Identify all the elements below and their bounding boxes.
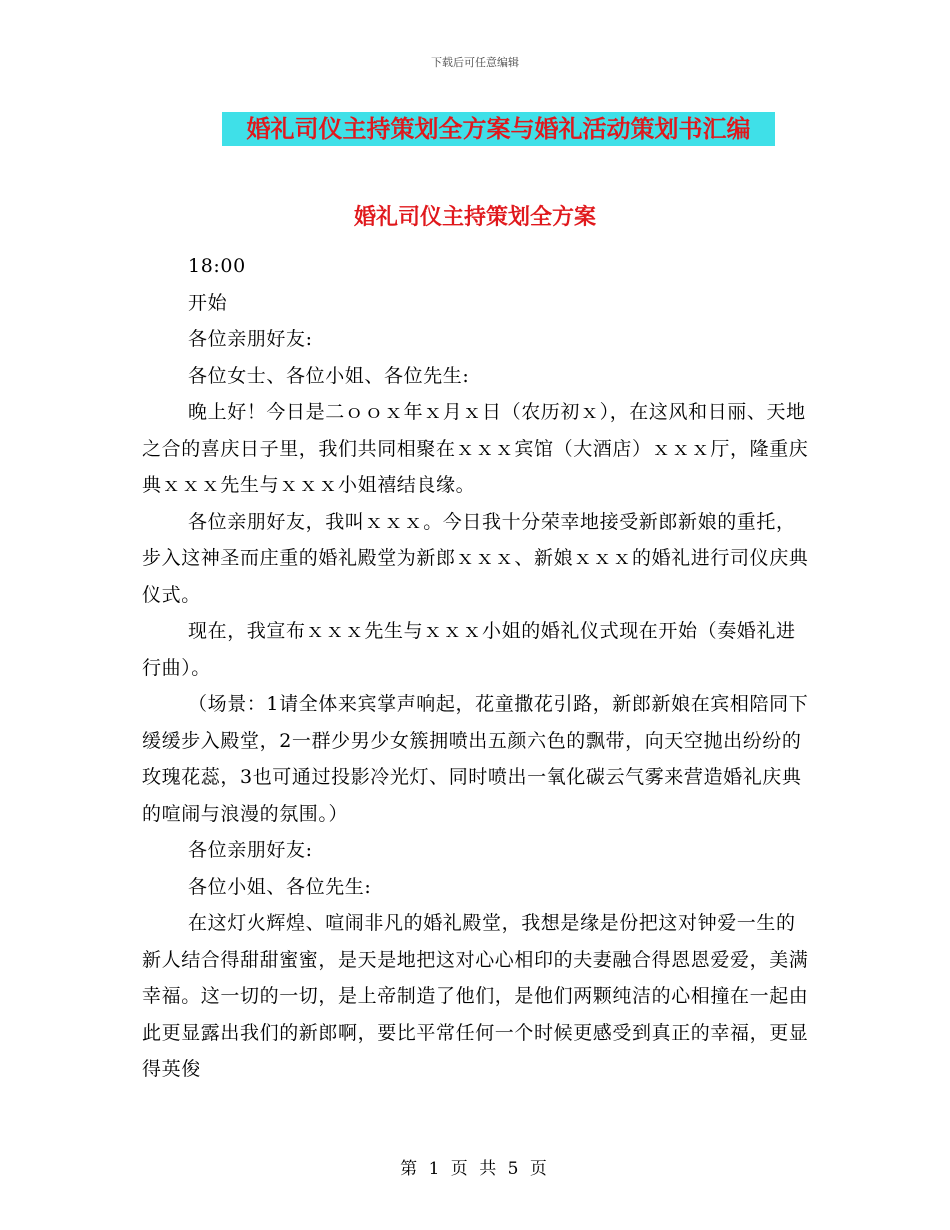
header-note: 下载后可任意编辑 — [431, 56, 519, 69]
document-body — [142, 248, 812, 1088]
paragraph-greeting-guests: 各位女士、各位小姐、各位先生: — [188, 364, 470, 387]
paragraph-opening: 晚上好！今日是二ｏｏｘ年ｘ月ｘ日（农历初ｘ），在这风和日丽、天地之合的喜庆日子里，我们共同相聚在ｘｘｘ宾馆（大酒店）ｘｘｘ厅，隆重庆典ｘｘｘ先生与ｘｘｘ小姐禧结良缘。 — [142, 401, 809, 496]
paragraph-start: 开始 — [188, 291, 228, 314]
paragraph-greeting-friends: 各位亲朋好友: — [188, 328, 313, 350]
paragraph-introduction: 各位亲朋好友，我叫ｘｘｘ。今日我十分荣幸地接受新郎新娘的重托，步入这神圣而庄重的婚礼殿堂为新郎ｘｘｘ、新娘ｘｘｘ的婚礼进行司仪庆典仪式。 — [142, 510, 809, 606]
section-title: 婚礼司仪主持策划全方案 — [353, 205, 596, 230]
paragraph-time: 18:00 — [188, 255, 246, 277]
document-title: 婚礼司仪主持策划全方案与婚礼活动策划书汇编 — [222, 112, 775, 146]
paragraph-announcement: 现在，我宣布ｘｘｘ先生与ｘｘｘ小姐的婚礼仪式现在开始（奏婚礼进行曲）。 — [142, 620, 796, 679]
paragraph-blessing: 在这灯火辉煌、喧闹非凡的婚礼殿堂，我想是缘是份把这对钟爱一生的新人结合得甜甜蜜蜜，是天是地把这对心心相印的夫妻融合得恩恩爱爱，美满幸福。这一切的一切，是上帝制造了他们，是他们两颗纯洁的心相撞在一起由此更显露出我们的新郎啊，要比平常任何一个时候更感受到真正的幸福，更显得英俊 — [142, 912, 809, 1080]
paragraph-greeting-friends-2: 各位亲朋好友: — [188, 839, 313, 861]
paragraph-scene: （场景：1请全体来宾掌声响起，花童撒花引路，新郎新娘在宾相陪同下缓缓步入殿堂，2一群少男少女簇拥喷出五颜六色的飘带，向天空抛出纷纷的玫瑰花蕊，3也可通过投影冷光灯、同时喷出一氧化碳云气雾来营造婚礼庆典的喧闹与浪漫的氛围。） — [142, 693, 809, 825]
paragraph-greeting-guests-2: 各位小姐、各位先生: — [188, 875, 372, 898]
page-number: 第 1 页 共 5 页 — [400, 1159, 550, 1179]
